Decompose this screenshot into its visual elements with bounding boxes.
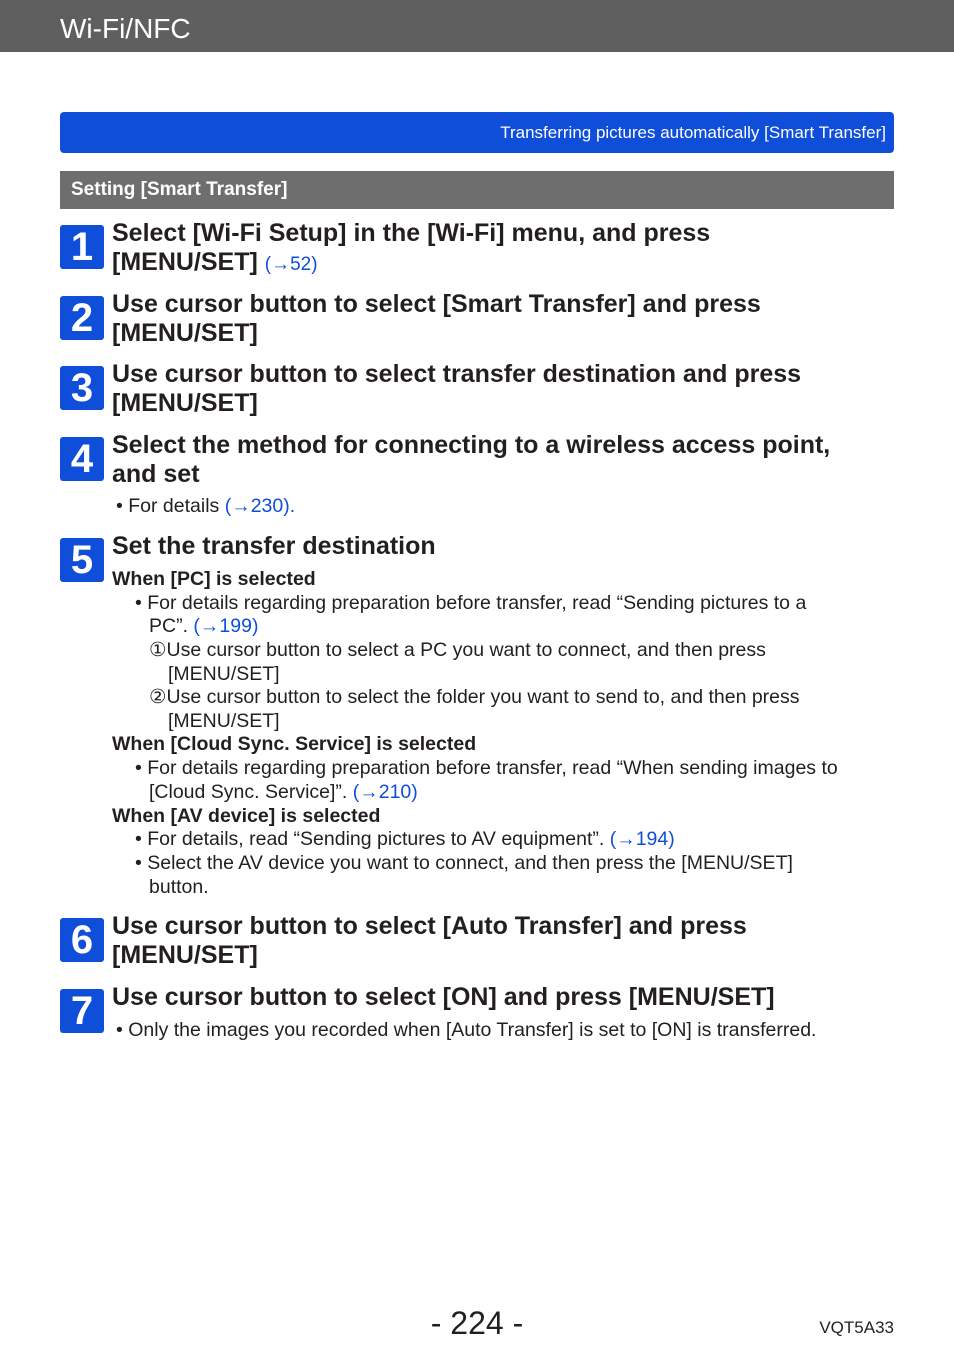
subheading-pc: When [PC] is selected bbox=[112, 568, 316, 590]
note-text: • For details bbox=[116, 495, 225, 517]
page-reference-link[interactable]: (→52) bbox=[264, 253, 318, 275]
section-header bbox=[60, 171, 894, 209]
model-code: VQT5A33 bbox=[819, 1318, 894, 1337]
chapter-title: Wi-Fi/NFC bbox=[60, 13, 191, 44]
numbered-instruction: ①Use cursor button to select a PC you want to connect, and then press bbox=[149, 639, 766, 661]
numbered-instruction-cont: [MENU/SET] bbox=[168, 663, 280, 685]
step-number-badge: 4 bbox=[60, 437, 104, 481]
step-heading-line: Set the transfer destination bbox=[112, 532, 436, 560]
step-heading bbox=[112, 290, 902, 347]
step-number-badge: 3 bbox=[60, 366, 104, 410]
step-heading-line: Use cursor button to select [Auto Transfer] and press bbox=[112, 912, 747, 940]
bullet-text: • For details regarding preparation before transfer, read “When sending images to bbox=[135, 757, 838, 779]
step-heading bbox=[112, 983, 902, 1012]
step-heading-line: Use cursor button to select [ON] and press [MENU/SET] bbox=[112, 983, 775, 1011]
bullet-text-part: [Cloud Sync. Service]”. bbox=[149, 781, 353, 803]
step-heading-line: Use cursor button to select transfer destination and press bbox=[112, 360, 802, 388]
page-reference-link[interactable]: (→199) bbox=[193, 615, 259, 637]
numbered-instruction: ②Use cursor button to select the folder you want to send to, and then press bbox=[149, 686, 800, 708]
step-number-badge: 5 bbox=[60, 538, 104, 582]
bullet-text-part: • For details, read “Sending pictures to AV equipment”. bbox=[135, 828, 610, 850]
subheading-cloud: When [Cloud Sync. Service] is selected bbox=[112, 733, 477, 755]
step-heading bbox=[112, 532, 902, 561]
breadcrumb: Transferring pictures automatically [Smart Transfer] bbox=[500, 123, 886, 142]
bullet-text: • For details regarding preparation before transfer, read “Sending pictures to a bbox=[135, 592, 807, 614]
page-reference-link[interactable]: (→210) bbox=[352, 781, 418, 803]
step-heading bbox=[112, 912, 902, 969]
step-number-badge: 2 bbox=[60, 296, 104, 340]
step-heading-line-2: [MENU/SET] bbox=[112, 388, 258, 417]
subheading-av: When [AV device] is selected bbox=[112, 805, 381, 827]
step-number-badge: 6 bbox=[60, 918, 104, 962]
bullet-text: • Select the AV device you want to connect, and then press the [MENU/SET] bbox=[135, 852, 793, 874]
step-heading-line-2: and set bbox=[112, 459, 200, 488]
step-heading-line: Select the method for connecting to a wireless access point, bbox=[112, 431, 831, 459]
step-heading bbox=[112, 219, 902, 279]
step-heading-line-2: [MENU/SET] bbox=[112, 318, 258, 347]
step-heading bbox=[112, 360, 902, 417]
bullet-text bbox=[149, 615, 258, 639]
step-heading-line: Use cursor button to select [Smart Transfer] and press bbox=[112, 290, 761, 318]
bullet-text-part: PC”. bbox=[149, 615, 194, 637]
bullet-text bbox=[135, 828, 675, 852]
note-punctuation: . bbox=[289, 495, 296, 517]
step-note: • Only the images you recorded when [Auto Transfer] is set to [ON] is transferred. bbox=[116, 1019, 817, 1041]
bullet-text bbox=[149, 781, 418, 805]
step-note bbox=[116, 495, 295, 519]
step-number-badge: 1 bbox=[60, 225, 104, 269]
page-number: - 224 - bbox=[430, 1305, 524, 1341]
breadcrumb-bar bbox=[60, 112, 894, 153]
page-reference-link[interactable]: (→230) bbox=[224, 495, 290, 517]
step-heading bbox=[112, 431, 902, 488]
numbered-instruction-cont: [MENU/SET] bbox=[168, 710, 280, 732]
page-reference-link[interactable]: (→194) bbox=[609, 828, 675, 850]
step-heading-line-2: [MENU/SET] bbox=[112, 940, 258, 969]
bullet-text: button. bbox=[149, 876, 209, 898]
step-heading-text: [MENU/SET] bbox=[112, 247, 258, 276]
section-title: Setting [Smart Transfer] bbox=[71, 179, 288, 200]
step-heading-line-2 bbox=[112, 248, 902, 280]
top-header-bar bbox=[0, 0, 954, 52]
step-number-badge: 7 bbox=[60, 989, 104, 1033]
step-heading-line: Select [Wi-Fi Setup] in the [Wi-Fi] menu, and press bbox=[112, 219, 711, 247]
